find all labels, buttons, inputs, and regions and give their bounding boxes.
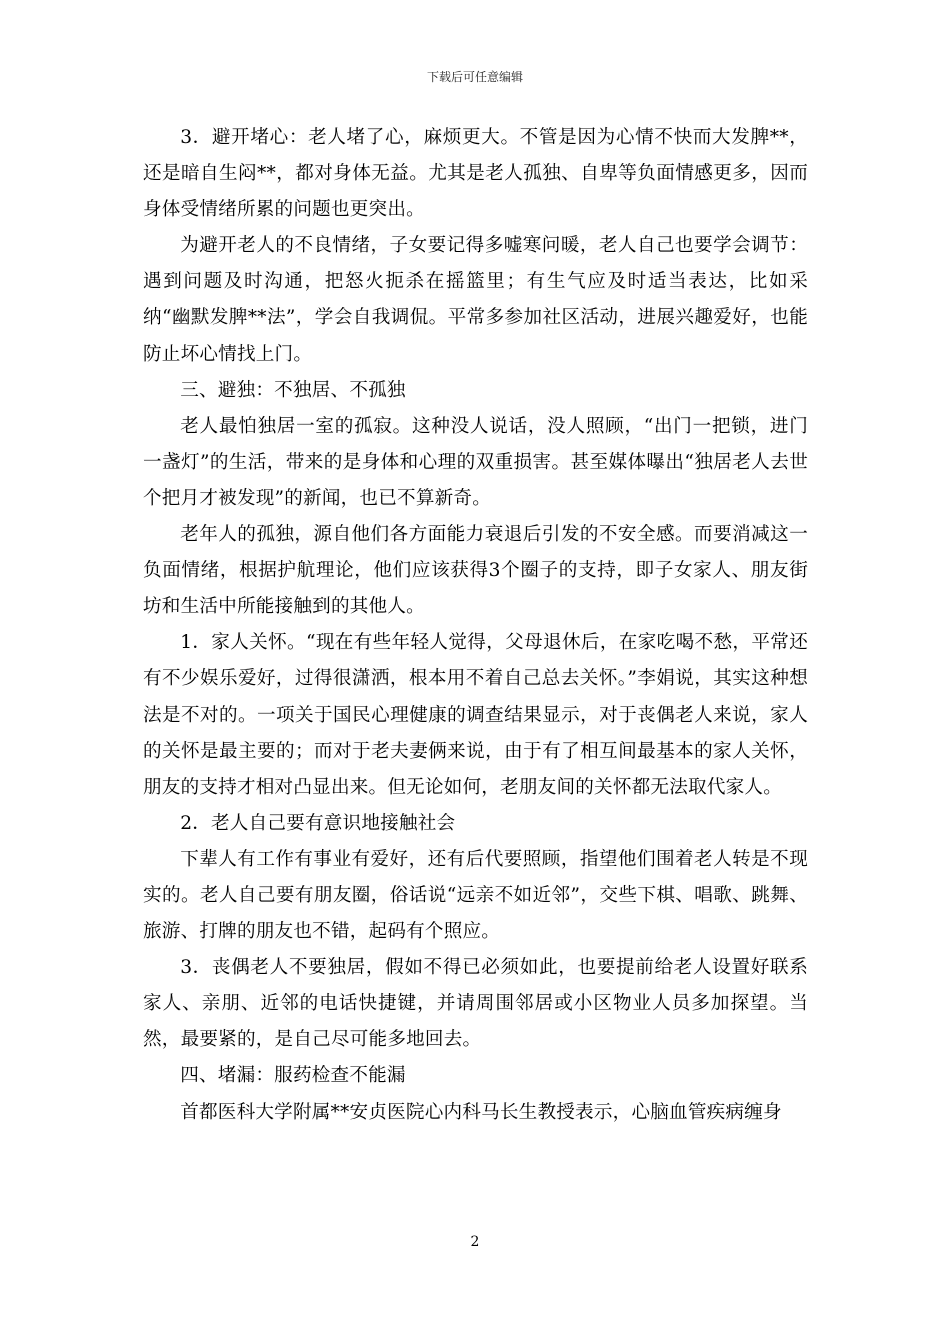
subheading: 2．老人自己要有意识地接触社会 — [180, 812, 456, 834]
page-header: 下载后可任意编辑 — [426, 70, 523, 84]
page-number: 2 — [470, 1234, 480, 1250]
paragraph: 1．家人关怀。“现在有些年轻人觉得，父母退休后，在家吃喝不愁，平常还有不少娱乐爱好，过得很潇洒，根本用不着自己总去关怀。”李娟说，其实这种想法是不对的。一项关于国民心理健康的调查结果显示，对于丧偶老人来说，家人的关怀是最主要的；而对于老夫妻俩来说，由于有了相互间最基本的家人关怀，朋友的支持才相对凸显出来。但无论如何，老朋友间的关怀都无法取代家人。 — [143, 632, 808, 798]
paragraph: 3．丧偶老人不要独居，假如不得已必须如此，也要提前给老人设置好联系家人、亲朋、近邻的电话快捷键，并请周围邻居或小区物业人员多加探望。当然，最要紧的，是自己尽可能多地回去。 — [143, 957, 808, 1051]
paragraph: 老年人的孤独，源自他们各方面能力衰退后引发的不安全感。而要消减这一负面情绪，根据护航理论，他们应该获得3个圈子的支持，即子女家人、朋友街坊和生活中所能接触到的其他人。 — [143, 524, 808, 618]
paragraph: 老人最怕独居一室的孤寂。这种没人说话，没人照顾，“出门一把锁，进门一盏灯”的生活，带来的是身体和心理的双重损害。甚至媒体曝出“独居老人去世个把月才被发现”的新闻，也已不算新奇。 — [143, 415, 808, 509]
paragraph: 为避开老人的不良情绪，子女要记得多嘘寒问暖，老人自己也要学会调节：遇到问题及时沟通，把怒火扼杀在摇篮里；有生气应及时适当表达，比如采纳“幽默发脾**法”，学会自我调侃。平常多参加社区活动，进展兴趣爱好，也能防止坏心情找上门。 — [143, 235, 808, 365]
paragraph: 3．避开堵心：老人堵了心，麻烦更大。不管是因为心情不快而大发脾**，还是暗自生闷**，都对身体无益。尤其是老人孤独、自卑等负面情感更多，因而身体受情绪所累的问题也更突出。 — [143, 127, 808, 221]
paragraph: 首都医科大学附属**安贞医院心内科马长生教授表示，心脑血管疾病缠身 — [180, 1101, 782, 1123]
section-heading: 四、堵漏：服药检查不能漏 — [180, 1065, 406, 1087]
paragraph: 下辈人有工作有事业有爱好，还有后代要照顾，指望他们围着老人转是不现实的。老人自己要有朋友圈，俗话说“远亲不如近邻”，交些下棋、唱歌、跳舞、旅游、打牌的朋友也不错，起码有个照应。 — [143, 848, 808, 943]
section-heading: 三、避独：不独居、不孤独 — [180, 379, 406, 401]
document-body — [143, 120, 808, 1131]
